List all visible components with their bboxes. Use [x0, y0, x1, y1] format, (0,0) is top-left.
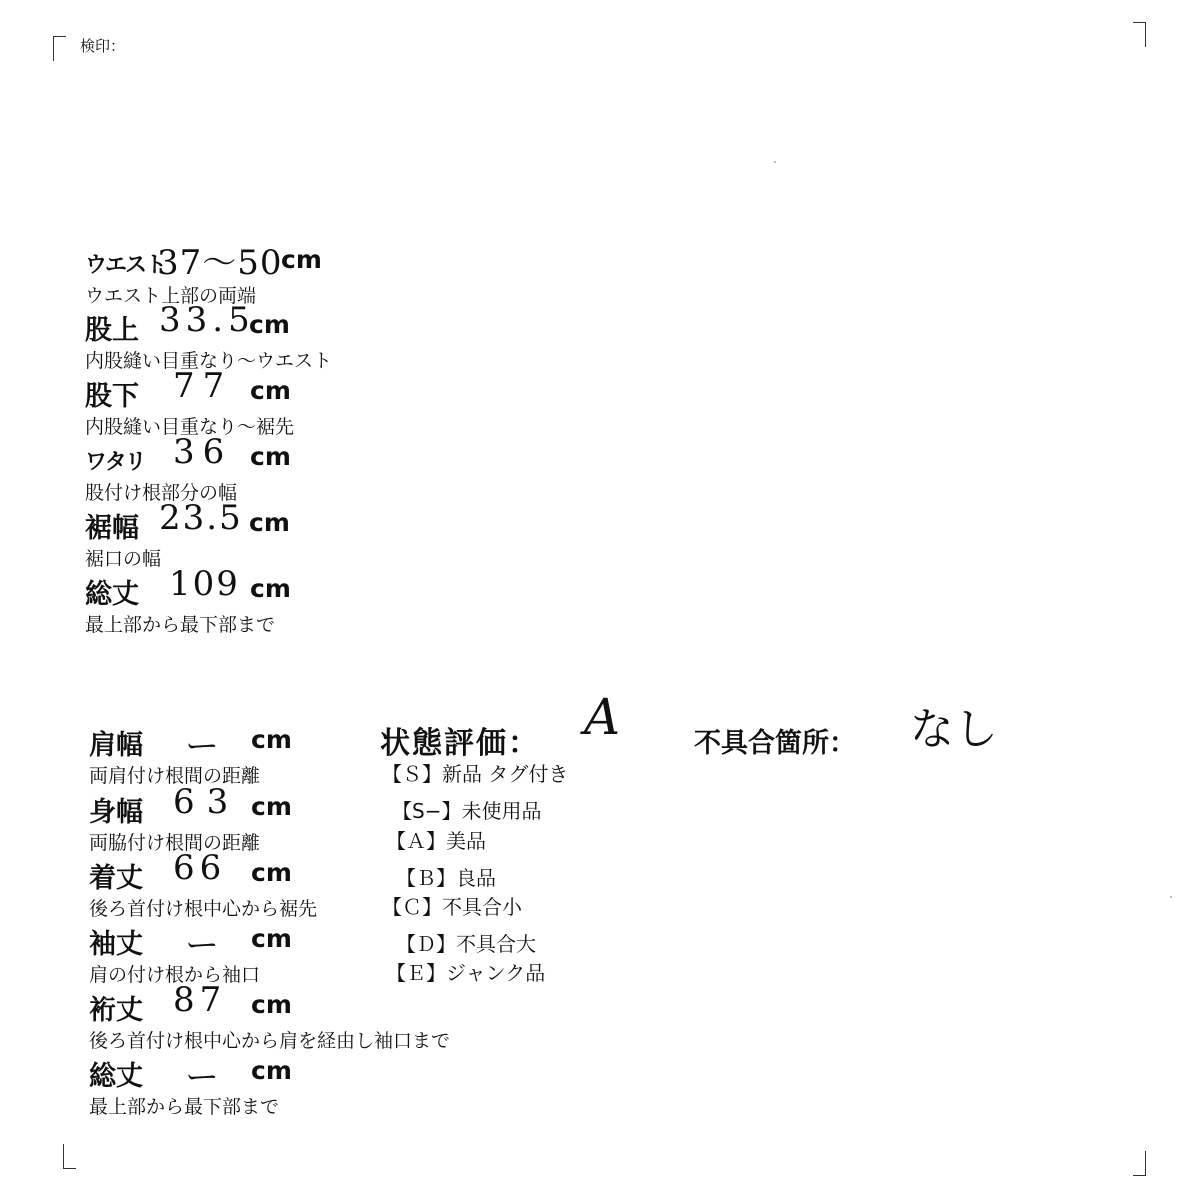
measure-label: 着丈	[89, 863, 143, 894]
measure-value-handwritten: 23.5	[159, 498, 243, 538]
grade-legend-item: 【Ｓ】新品 タグ付き	[382, 762, 569, 786]
measure-value-handwritten: 66	[173, 848, 227, 888]
measure-unit: cm	[250, 574, 291, 603]
measure-description: 最上部から最下部まで	[89, 1096, 280, 1118]
condition-grade-handwritten: A	[584, 688, 621, 746]
measure-description: 内股縫い目重なり〜裾先	[85, 416, 295, 438]
measure-value-handwritten: ー	[185, 727, 224, 767]
grade-legend-item: 【Ｃ】不具合小	[382, 895, 522, 919]
measure-value-handwritten: 37〜50	[157, 243, 283, 283]
condition-rating-title: 状態評価：	[380, 726, 540, 761]
measure-label: 総丈	[85, 579, 139, 610]
scan-speck	[1170, 896, 1172, 898]
measure-unit: cm	[250, 376, 291, 405]
measure-unit: cm	[251, 1056, 292, 1085]
grade-legend-item: 【Ｄ】不具合大	[396, 932, 536, 956]
measure-value-handwritten: ー	[185, 1058, 224, 1098]
measure-label: ワタリ	[85, 450, 145, 475]
crop-mark-top-left	[53, 36, 66, 61]
measure-unit: cm	[251, 725, 292, 754]
measure-value-handwritten: 109	[169, 564, 240, 604]
measure-description: 股付け根部分の幅	[85, 482, 238, 504]
measure-label: 袖丈	[89, 929, 143, 960]
measure-label: 股下	[85, 381, 139, 412]
measure-description: 両肩付け根間の距離	[89, 765, 261, 787]
measure-unit: cm	[249, 508, 290, 537]
measure-label: 総丈	[89, 1061, 143, 1092]
scan-speck	[774, 161, 776, 163]
measure-label: 裾幅	[85, 513, 139, 544]
measure-unit: cm	[251, 924, 292, 953]
measure-description: 内股縫い目重なり〜ウエスト	[85, 350, 333, 372]
measure-description: 裾口の幅	[85, 548, 162, 570]
grade-legend-item: 【Ｂ】良品	[396, 866, 496, 890]
grade-legend-item: 【Ａ】美品	[386, 829, 486, 853]
measure-unit: cm	[281, 245, 322, 274]
measure-label: 裄丈	[89, 995, 143, 1026]
measure-label: ウエスト	[85, 253, 166, 278]
measure-unit: cm	[250, 442, 291, 471]
condition-grade-legend	[372, 758, 632, 988]
measure-description: 後ろ首付け根中心から肩を経由し袖口まで	[89, 1030, 451, 1052]
measure-value-handwritten: 77	[173, 366, 233, 406]
measure-unit: cm	[251, 858, 292, 887]
crop-mark-bottom-left	[63, 1144, 76, 1169]
measure-label: 肩幅	[89, 730, 143, 761]
measure-description: 肩の付け根から袖口	[89, 964, 261, 986]
measure-value-handwritten: 63	[173, 782, 241, 822]
measure-value-handwritten: 33.5	[159, 300, 255, 340]
defect-location-title: 不具合箇所：	[694, 728, 856, 759]
crop-mark-top-right	[1133, 22, 1146, 47]
crop-mark-bottom-right	[1133, 1151, 1146, 1176]
grade-legend-item: 【S−】未使用品	[392, 799, 542, 823]
measure-unit: cm	[251, 990, 292, 1019]
measure-value-handwritten: 36	[173, 432, 233, 472]
measure-description: 最上部から最下部まで	[85, 614, 276, 636]
inspection-stamp-label: 検印：	[80, 37, 126, 55]
measure-value-handwritten: ー	[185, 926, 224, 966]
grade-legend-item: 【Ｅ】ジャンク品	[386, 961, 546, 985]
measure-description: 後ろ首付け根中心から裾先	[89, 898, 318, 920]
measure-unit: cm	[249, 310, 290, 339]
measure-description: 両脇付け根間の距離	[89, 832, 261, 854]
measure-unit: cm	[251, 792, 292, 821]
measure-value-handwritten: 87	[173, 980, 227, 1020]
defect-location-handwritten: なし	[910, 704, 998, 755]
measure-label: 身幅	[89, 797, 143, 828]
measure-description: ウエスト上部の両端	[85, 285, 257, 307]
measure-label: 股上	[85, 315, 139, 346]
